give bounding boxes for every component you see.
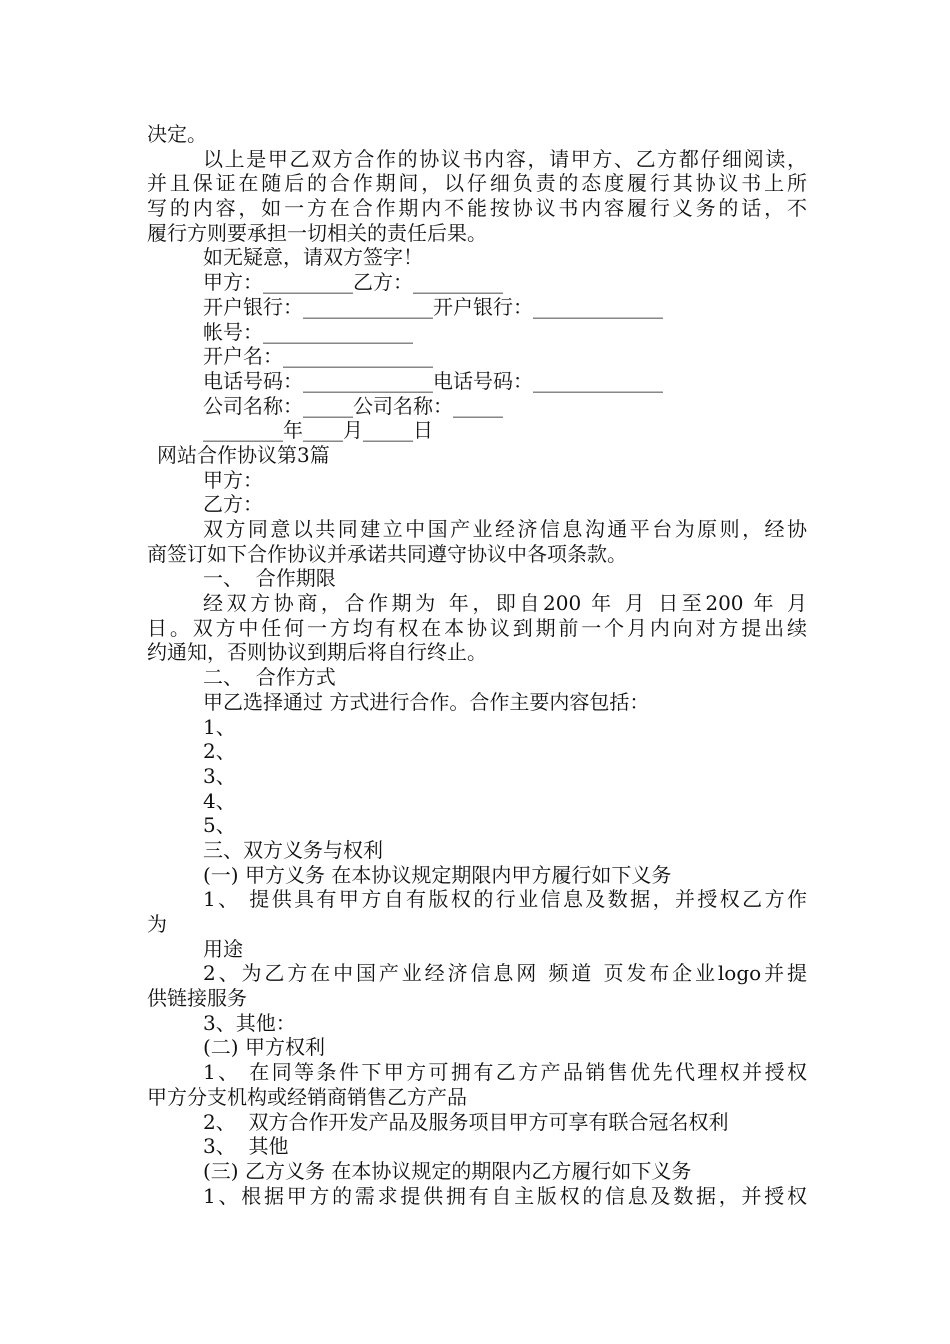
text-line: 甲方分支机构或经销商销售乙方产品 (147, 1084, 467, 1109)
signature-line: 电话号码：_____________电话号码：_____________ (203, 368, 663, 393)
clause-heading: 二、 合作方式 (203, 665, 336, 690)
text-line: 决定。 (147, 122, 207, 146)
signature-line: 甲方：_________乙方：_________ (203, 270, 503, 295)
clause-heading: 三、双方义务与权利 (203, 837, 383, 862)
document-body (147, 122, 807, 1208)
text-line: 用途 (203, 936, 243, 961)
text-line: 乙方： (203, 492, 263, 517)
text-line: 供链接服务 (147, 986, 247, 1011)
section-heading: 网站合作协议第3篇 (157, 442, 330, 467)
text-line: 1、 提供具有甲方自有版权的行业信息及数据，并授权乙方作 (203, 887, 807, 912)
list-item: 5、 (203, 813, 236, 838)
text-line: 双方同意以共同建立中国产业经济信息沟通平台为原则，经协 (203, 517, 807, 541)
text-line: 约通知，否则协议到期后将自行终止。 (147, 640, 487, 665)
text-line: (三) 乙方义务 在本协议规定的期限内乙方履行如下义务 (203, 1158, 692, 1183)
signature-line: 开户银行：_____________开户银行：_____________ (203, 294, 663, 319)
text-line: 2、为乙方在中国产业经济信息网 频道 页发布企业logo并提 (203, 961, 807, 986)
text-line: 经双方协商，合作期为 年，即自200 年 月 日至200 年 月 (203, 591, 807, 616)
text-line: 甲乙选择通过 方式进行合作。合作主要内容包括： (203, 689, 650, 714)
text-line: 写的内容，如一方在合作期内不能按协议书内容履行义务的话，不 (147, 196, 807, 221)
clause-heading: 一、 合作期限 (203, 566, 336, 591)
text-line: 1、根据甲方的需求提供拥有自主版权的信息及数据，并授权 (203, 1183, 807, 1208)
list-item: 4、 (203, 788, 236, 813)
text-line: 如无疑意，请双方签字！ (203, 245, 423, 270)
text-line: 为 (147, 912, 167, 936)
text-line: 3、 其他 (203, 1134, 289, 1159)
text-line: 甲方： (203, 467, 263, 492)
signature-line: 公司名称：_____公司名称：_____ (203, 393, 503, 418)
text-line: (一) 甲方义务 在本协议规定期限内甲方履行如下义务 (203, 862, 672, 887)
text-line: 并且保证在随后的合作期间，以仔细负责的态度履行其协议书上所 (147, 171, 807, 196)
text-line: 履行方则要承担一切相关的责任后果。 (147, 220, 487, 245)
text-line: 1、 在同等条件下甲方可拥有乙方产品销售优先代理权并授权 (203, 1060, 807, 1085)
list-item: 1、 (203, 714, 236, 739)
text-line: 2、 双方合作开发产品及服务项目甲方可享有联合冠名权利 (203, 1109, 729, 1134)
list-item: 2、 (203, 739, 236, 764)
text-line: 以上是甲乙双方合作的协议书内容，请甲方、乙方都仔细阅读， (203, 146, 807, 171)
text-line: 日。双方中任何一方均有权在本协议到期前一个月内向对方提出续 (147, 615, 807, 640)
list-item: 3、 (203, 763, 236, 788)
text-line: 3、其他： (203, 1010, 296, 1035)
text-line: (二) 甲方权利 (203, 1035, 325, 1060)
date-line: ________年____月_____日 (203, 418, 433, 443)
signature-line: 帐号：_______________ (203, 319, 413, 344)
text-line: 商签订如下合作协议并承诺共同遵守协议中各项条款。 (147, 541, 627, 566)
signature-line: 开户名：_______________ (203, 344, 433, 369)
